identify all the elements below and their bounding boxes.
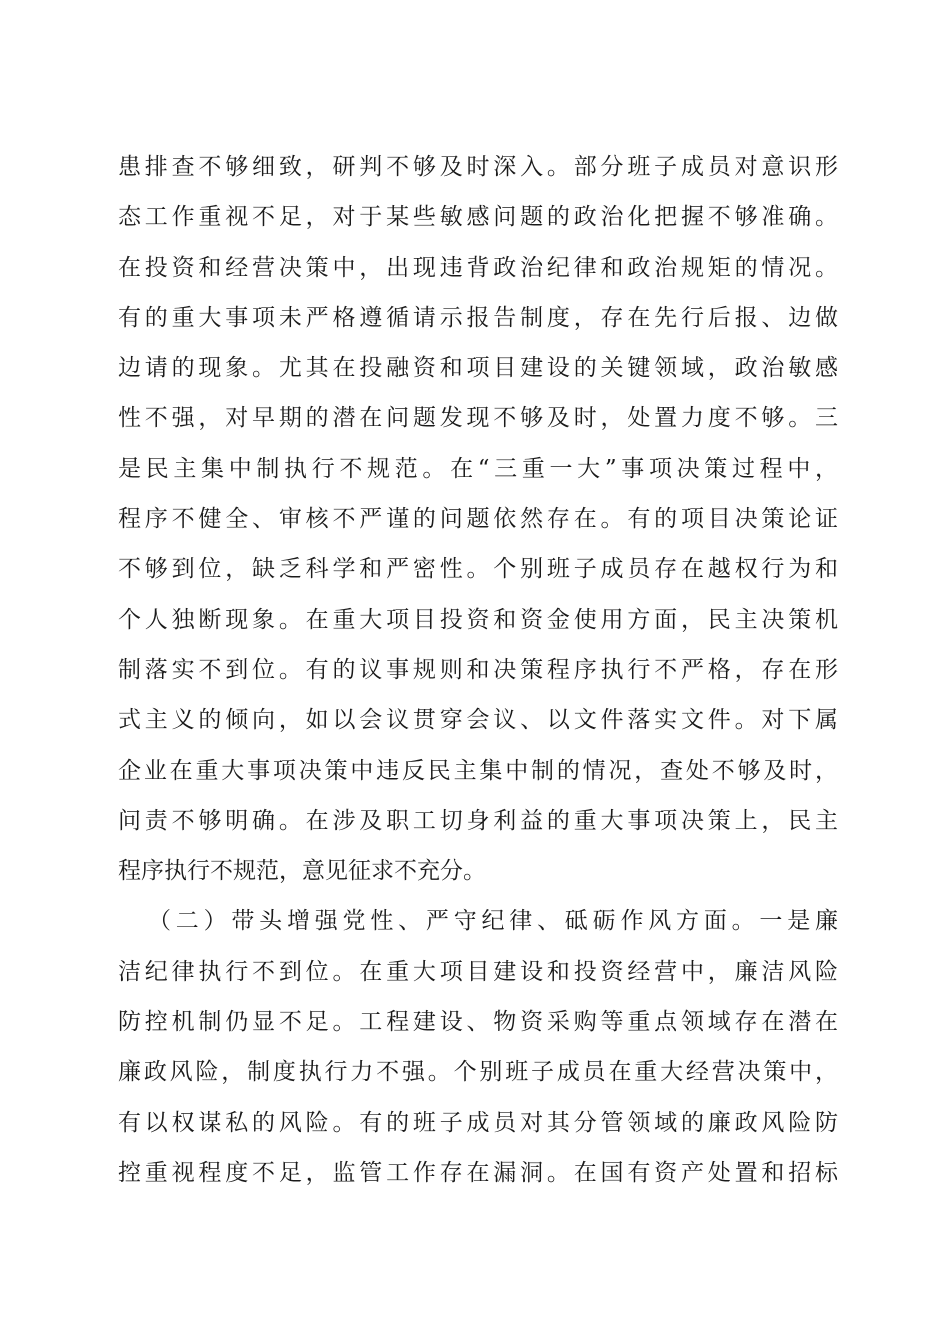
text-line: 有的重大事项未严格遵循请示报告制度，存在先行后报、边做: [118, 304, 838, 331]
section-heading-line: （二）带头增强党性、严守纪律、砥砺作风方面。一是廉: [148, 908, 838, 935]
text-line: 程序执行不规范，意见征求不充分。: [118, 858, 486, 885]
text-line: 不够到位，缺乏科学和严密性。个别班子成员存在越权行为和: [118, 556, 838, 583]
text-line: 个人独断现象。在重大项目投资和资金使用方面，民主决策机: [118, 606, 838, 633]
text-line: 患排查不够细致，研判不够及时深入。部分班子成员对意识形: [118, 154, 838, 180]
text-line: 廉政风险，制度执行力不强。个别班子成员在重大经营决策中，: [118, 1059, 838, 1086]
text-line: 边请的现象。尤其在投融资和项目建设的关键领域，政治敏感: [118, 355, 838, 382]
text-line: 企业在重大事项决策中违反民主集中制的情况，查处不够及时，: [118, 757, 838, 784]
text-line: 程序不健全、审核不严谨的问题依然存在。有的项目决策论证: [118, 506, 838, 533]
text-line: 有以权谋私的风险。有的班子成员对其分管领域的廉政风险防: [118, 1109, 838, 1136]
body-text: [118, 142, 838, 1198]
text-line: 控重视程度不足，监管工作存在漏洞。在国有资产处置和招标: [118, 1159, 838, 1186]
text-line: 态工作重视不足，对于某些敏感问题的政治化把握不够准确。: [118, 204, 838, 231]
text-line: 是民主集中制执行不规范。在“三重一大”事项决策过程中，: [118, 455, 838, 482]
text-line: 问责不够明确。在涉及职工切身利益的重大事项决策上，民主: [118, 807, 838, 834]
text-line: 防控机制仍显不足。工程建设、物资采购等重点领域存在潜在: [118, 1009, 838, 1036]
text-line: 洁纪律执行不到位。在重大项目建设和投资经营中，廉洁风险: [118, 958, 838, 985]
text-line: 式主义的倾向，如以会议贯穿会议、以文件落实文件。对下属: [118, 707, 838, 734]
text-line: 在投资和经营决策中，出现违背政治纪律和政治规矩的情况。: [118, 254, 838, 281]
text-line: 性不强，对早期的潜在问题发现不够及时，处置力度不够。三: [118, 405, 838, 432]
text-line: 制落实不到位。有的议事规则和决策程序执行不严格，存在形: [118, 656, 838, 683]
